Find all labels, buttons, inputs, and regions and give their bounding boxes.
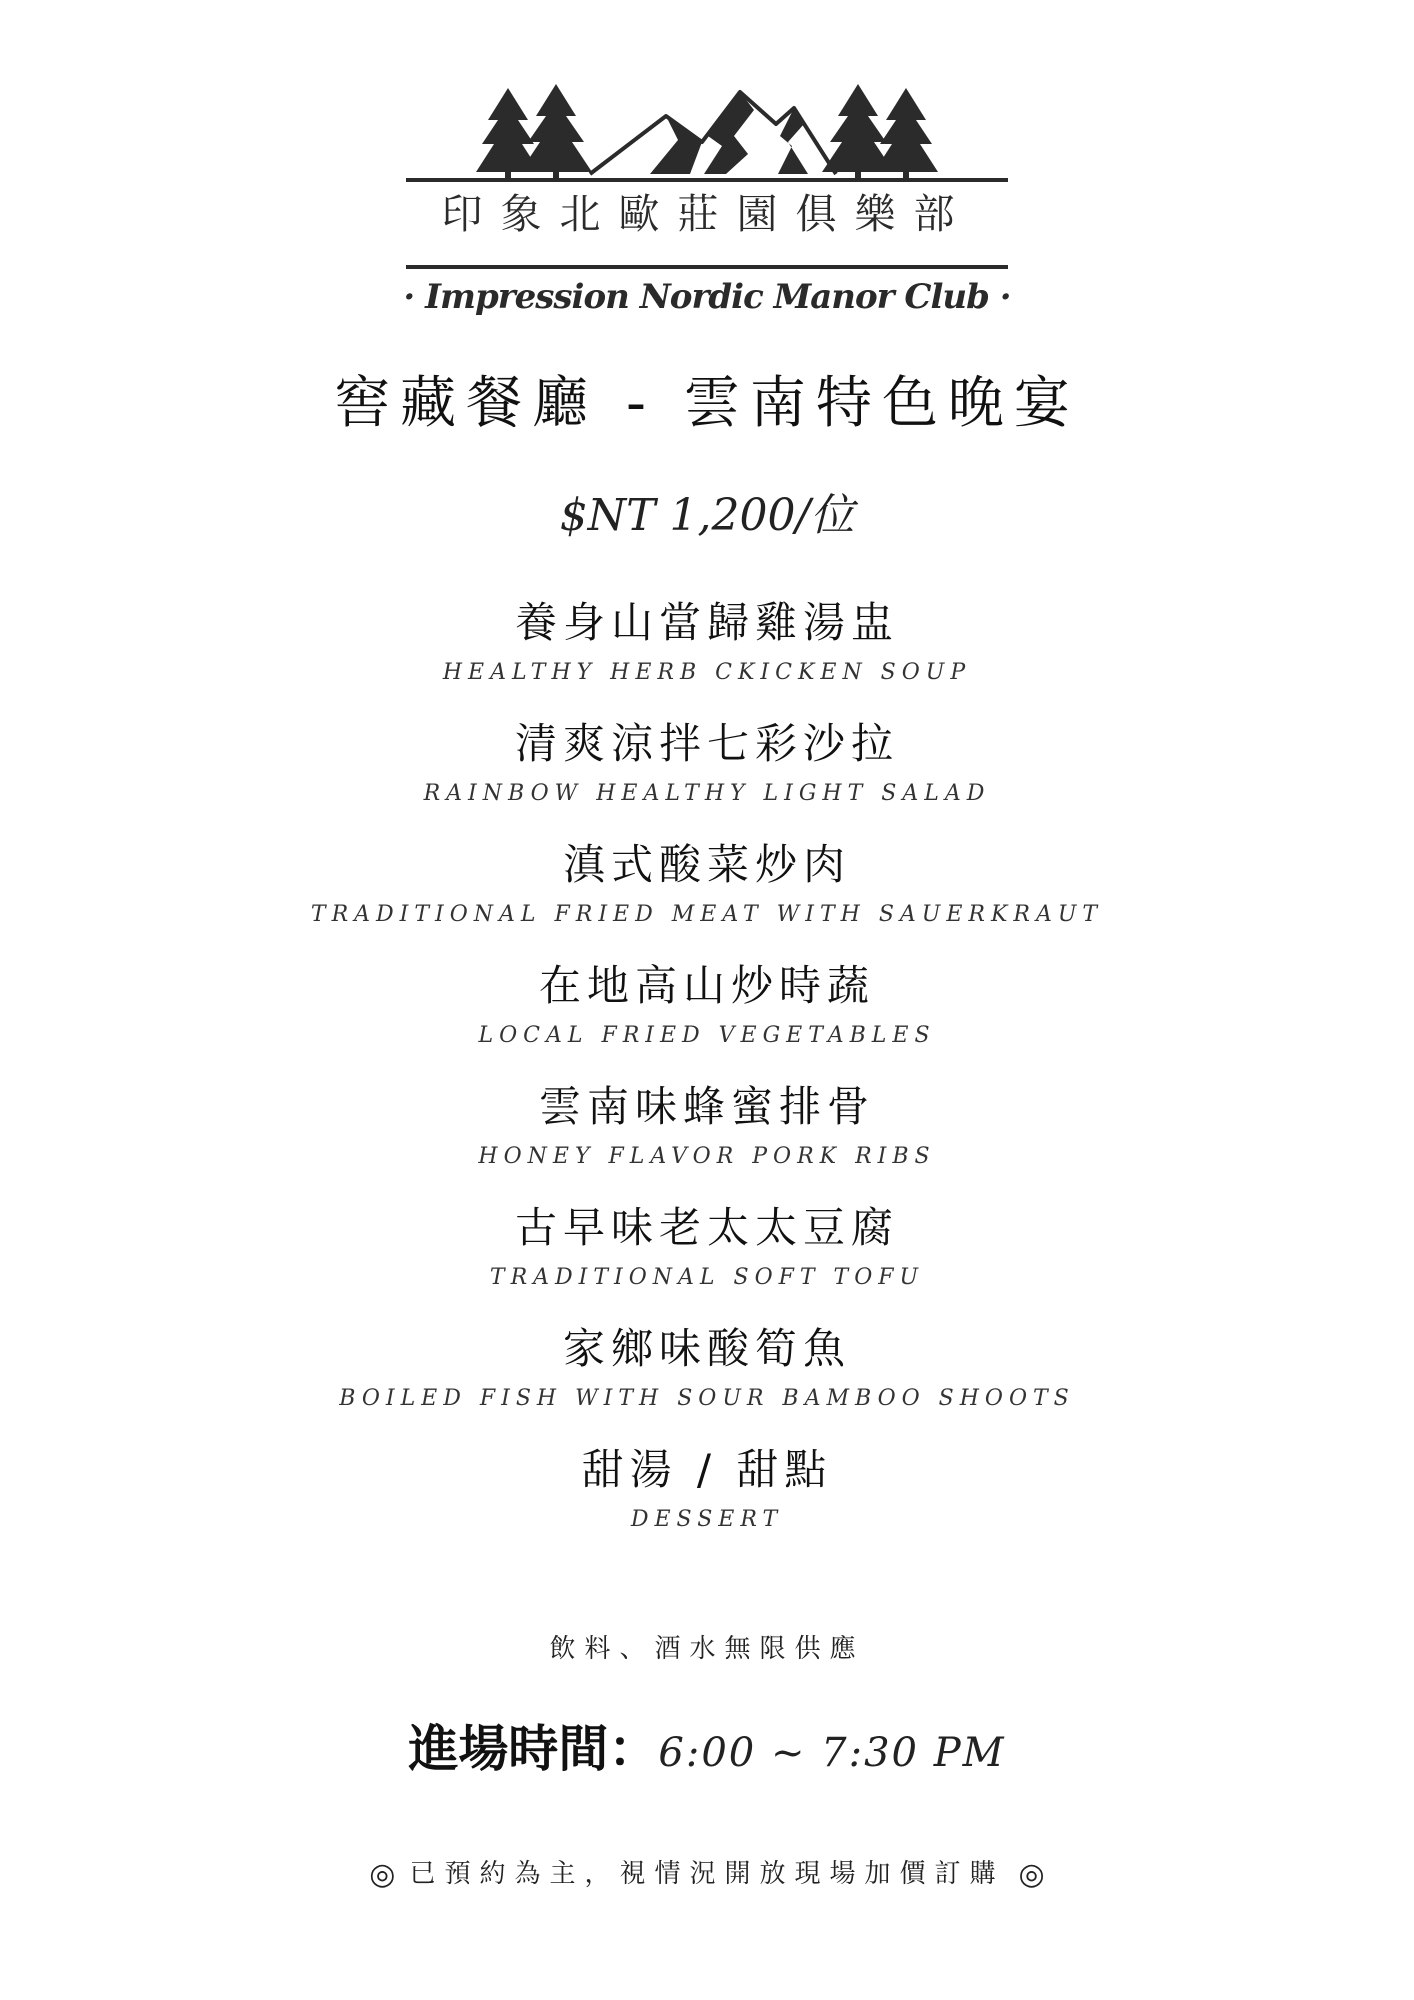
- reservation-note-text: 已預約為主，視情況開放現場加價訂購: [409, 1859, 1005, 1889]
- bullseye-icon: ◎: [369, 1857, 396, 1892]
- dish-name-chinese: 養身山當歸雞湯盅: [514, 598, 899, 647]
- dish-name-chinese: 古早味老太太豆腐: [514, 1203, 899, 1252]
- dish-name-english: RAINBOW HEALTHY LIGHT SALAD: [423, 781, 991, 806]
- menu-item: [0, 717, 1414, 838]
- entry-time-line: [0, 1720, 1414, 1778]
- dish-name-english: BOILED FISH WITH SOUR BAMBOO SHOOTS: [339, 1386, 1075, 1411]
- entry-time-label: 進場時間：: [408, 1720, 659, 1778]
- club-name-english: · Impression Nordic Manor Club ·: [403, 277, 1011, 317]
- dish-name-chinese: 清爽涼拌七彩沙拉: [514, 719, 899, 768]
- entry-time-value: 6:00 ~ 7:30 PM: [658, 1730, 1006, 1776]
- dish-name-chinese: 在地高山炒時蔬: [538, 961, 875, 1010]
- club-logo: [404, 84, 1010, 324]
- menu-item: [0, 1443, 1414, 1564]
- reservation-note: [0, 1857, 1414, 1892]
- dish-name-english: HONEY FLAVOR PORK RIBS: [478, 1144, 936, 1169]
- dish-name-chinese: 家鄉味酸筍魚: [562, 1324, 851, 1373]
- dish-name-chinese: 雲南味蜂蜜排骨: [538, 1082, 875, 1131]
- club-name-chinese: 印象北歐莊園俱樂部: [441, 190, 973, 238]
- menu-item: [0, 596, 1414, 717]
- menu-item: [0, 1322, 1414, 1443]
- mountain-trees-logo-icon: [404, 84, 1010, 184]
- dish-name-english: TRADITIONAL SOFT TOFU: [489, 1265, 925, 1290]
- drinks-note: 飲料、酒水無限供應: [549, 1634, 865, 1664]
- dish-name-english: TRADITIONAL FRIED MEAT WITH SAUERKRAUT: [310, 902, 1104, 927]
- menu-item: [0, 838, 1414, 959]
- price-per-person: $NT 1,200/位: [559, 490, 855, 541]
- menu-item: [0, 1201, 1414, 1322]
- dish-name-english: DESSERT: [630, 1507, 784, 1532]
- dish-name-chinese: 滇式酸菜炒肉: [562, 840, 851, 889]
- bullseye-icon: ◎: [1018, 1857, 1045, 1892]
- menu-list: [0, 596, 1414, 1564]
- page-title: 窖藏餐廳 - 雲南特色晚宴: [334, 371, 1080, 436]
- dish-name-english: HEALTHY HERB CKICKEN SOUP: [442, 660, 972, 685]
- menu-item: [0, 1080, 1414, 1201]
- menu-item: [0, 959, 1414, 1080]
- dish-name-chinese: 甜湯 / 甜點: [581, 1445, 833, 1494]
- logo-divider: [404, 264, 1010, 270]
- dish-name-english: LOCAL FRIED VEGETABLES: [478, 1023, 936, 1048]
